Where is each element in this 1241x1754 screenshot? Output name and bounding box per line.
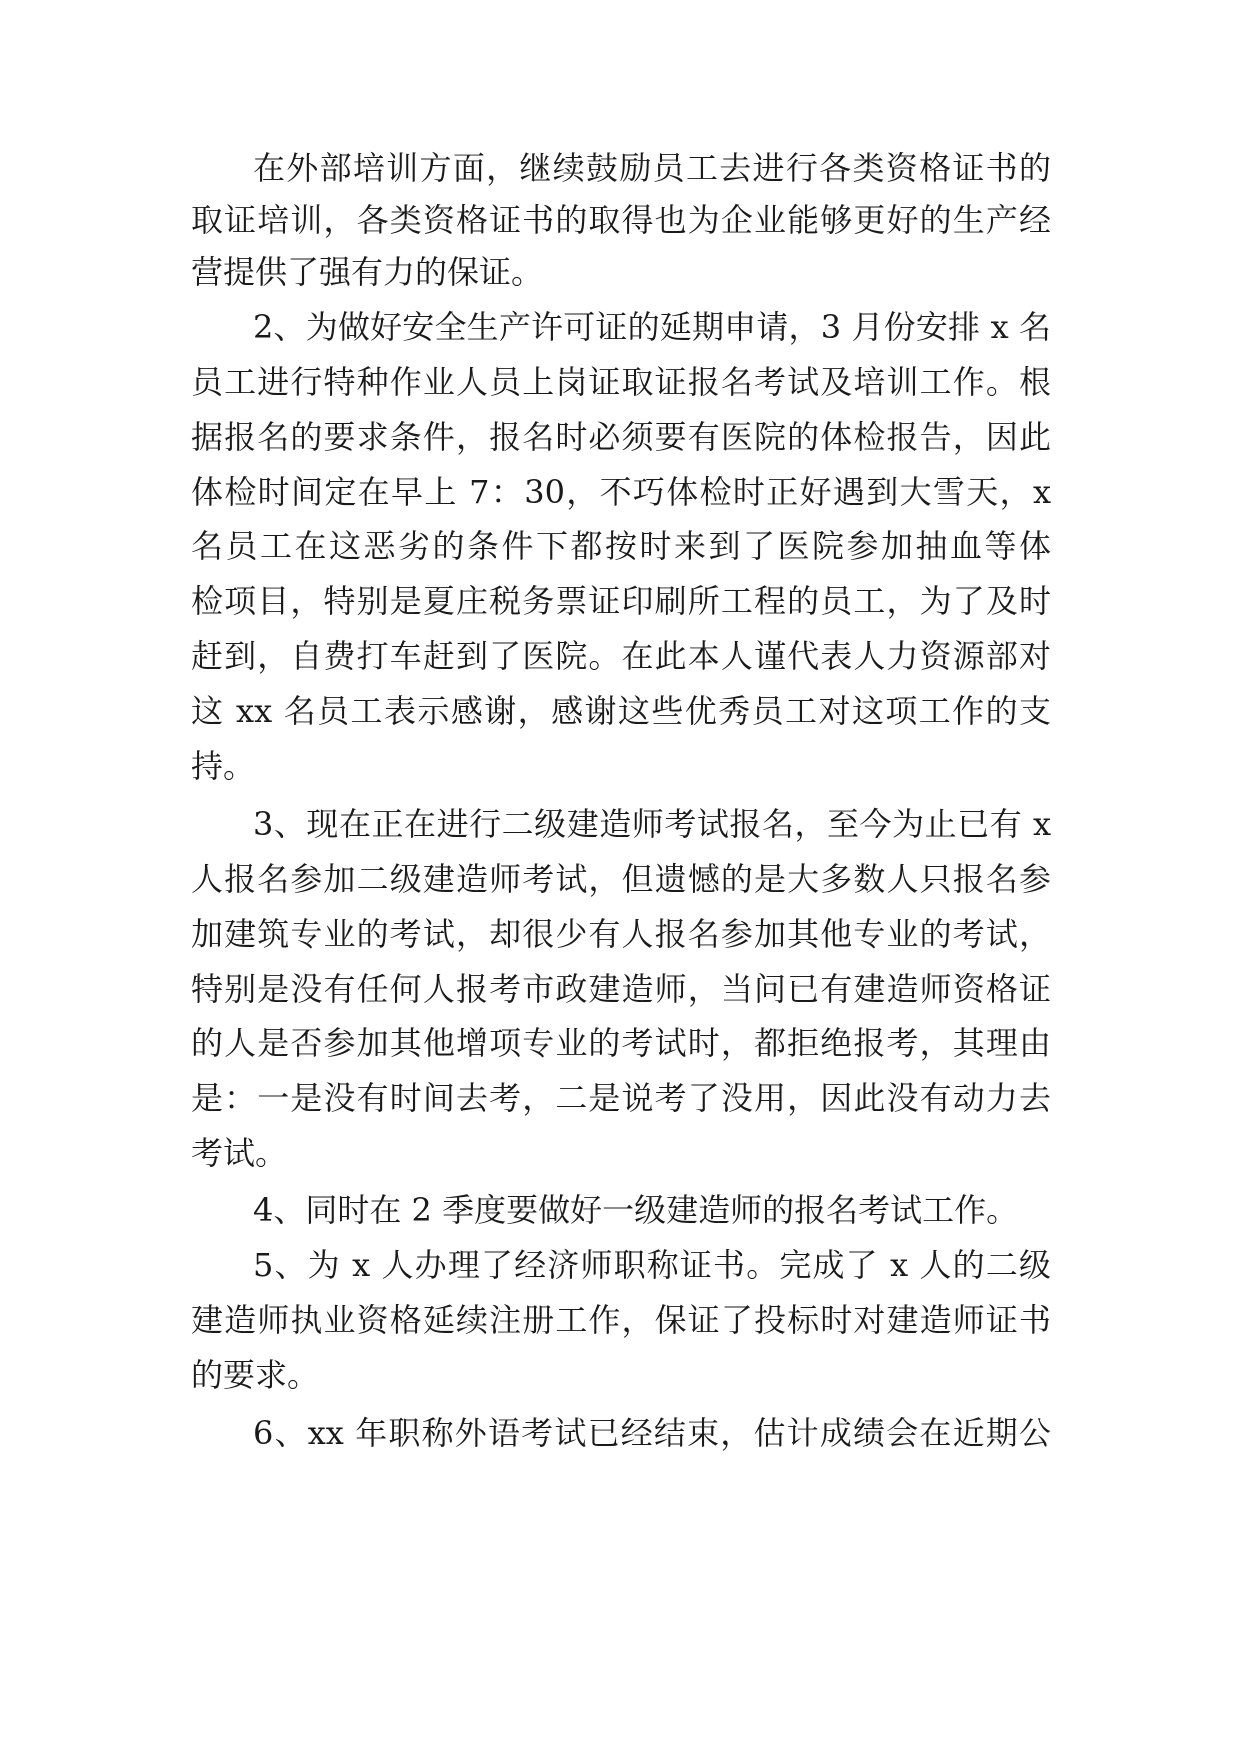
paragraph-3-line-3: 加建筑专业的考试，却很少有人报名参加其他专业的考试， <box>191 915 1051 953</box>
paragraph-3-line-7: 考试。 <box>191 1134 288 1172</box>
paragraph-6-line-1: 6、xx 年职称外语考试已经结束，估计成绩会在近期公 <box>253 1414 1051 1452</box>
paragraph-5-line-2: 建造师执业资格延续注册工作，保证了投标时对建造师证书 <box>191 1301 1051 1339</box>
paragraph-2-line-7: 赶到，自费打车赶到了医院。在此本人谨代表人力资源部对 <box>191 637 1051 675</box>
paragraph-3-line-2: 人报名参加二级建造师考试，但遗憾的是大多数人只报名参 <box>191 860 1051 898</box>
paragraph-1-line-3: 营提供了强有力的保证。 <box>191 253 544 291</box>
paragraph-3-line-5: 的人是否参加其他增项专业的考试时，都拒绝报考，其理由 <box>191 1024 1051 1062</box>
paragraph-4-line-1: 4、同时在 2 季度要做好一级建造师的报名考试工作。 <box>253 1191 1019 1229</box>
paragraph-3-line-4: 特别是没有任何人报考市政建造师，当问已有建造师资格证 <box>191 970 1051 1008</box>
paragraph-2-line-4: 体检时间定在早上 7：30，不巧体检时正好遇到大雪天，x <box>191 473 1051 511</box>
paragraph-1-line-2: 取证培训，各类资格证书的取得也为企业能够更好的生产经 <box>191 201 1051 239</box>
paragraph-2-line-3: 据报名的要求条件，报名时必须要有医院的体检报告，因此 <box>191 418 1051 456</box>
paragraph-3-line-6: 是：一是没有时间去考，二是说考了没用，因此没有动力去 <box>191 1079 1051 1117</box>
paragraph-2-line-5: 名员工在这恶劣的条件下都按时来到了医院参加抽血等体 <box>191 527 1051 565</box>
paragraph-2-line-2: 员工进行特种作业人员上岗证取证报名考试及培训工作。根 <box>191 363 1051 401</box>
paragraph-3-line-1: 3、现在正在进行二级建造师考试报名，至今为止已有 x <box>253 805 1051 843</box>
paragraph-2-line-8: 这 xx 名员工表示感谢，感谢这些优秀员工对这项工作的支 <box>191 692 1051 730</box>
paragraph-2-line-1: 2、为做好安全生产许可证的延期申请，3 月份安排 x 名 <box>253 308 1051 346</box>
paragraph-2-line-9: 持。 <box>191 747 256 785</box>
paragraph-5-line-3: 的要求。 <box>191 1356 320 1394</box>
paragraph-5-line-1: 5、为 x 人办理了经济师职称证书。完成了 x 人的二级 <box>253 1246 1051 1284</box>
paragraph-1-line-1: 在外部培训方面，继续鼓励员工去进行各类资格证书的 <box>253 149 1051 187</box>
paragraph-2-line-6: 检项目，特别是夏庄税务票证印刷所工程的员工，为了及时 <box>191 582 1051 620</box>
